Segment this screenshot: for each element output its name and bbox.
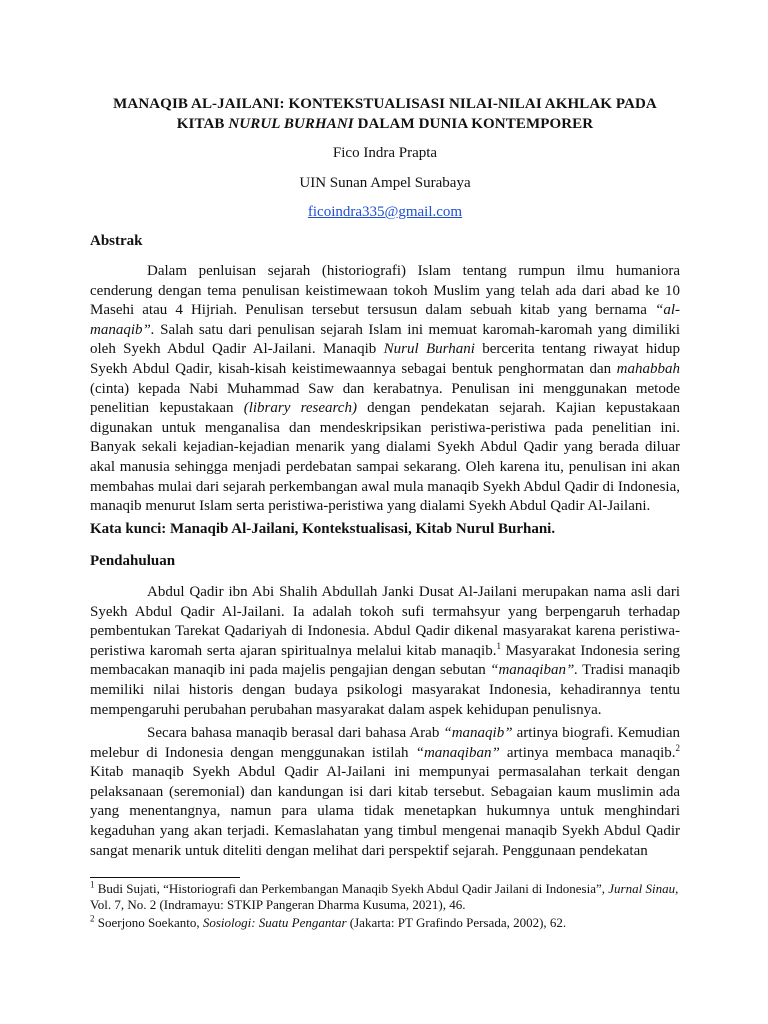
- italic-run: (library research): [243, 400, 357, 417]
- title-line-1: MANAQIB AL-JAILANI: KONTEKSTUALISASI NILAI-NILAI AKHLAK PADA: [113, 96, 657, 112]
- text-run: Budi Sujati, “Historiografi dan Perkembangan Manaqib Syekh Abdul Qadir Jailani di Indonesia”,: [94, 881, 609, 896]
- abstract-paragraph: [90, 262, 680, 517]
- title-text: DALAM DUNIA KONTEMPORER: [353, 116, 594, 132]
- footnote-separator: [90, 877, 240, 878]
- text-run: Salah satu dari penulisan sejarah Islam ini memuat karomah-karomah yang dimiliki oleh Syekh Abdul Qadir Al-Jailani. Manaqib: [90, 321, 680, 358]
- intro-paragraph-2: [90, 724, 680, 861]
- text-run: Dalam penluisan sejarah (historiografi) Islam tentang rumpun ilmu humaniora cenderung dengan tema penulisan keistimewaan tokoh Muslim yang telah ada dari abad ke 10 Masehi atau 4 Hijriah. Penulisan tersebut tersusun dalam sebuah kitab yang bernama: [90, 263, 680, 319]
- author-name: Fico Indra Prapta: [332, 145, 438, 161]
- text-run: Abdul Qadir ibn Abi Shalih Abdullah Janki Dusat Al-Jailani merupakan nama asli dari Syekh Abdul Qadir Al-Jailani. Ia adalah tokoh sufi termahsyur yang berpengaruh terhadap pembentukan Tarekat Qadariyah di Indonesia. Abdul Qadir dikenal masyarakat karena peristiwa-peristiwa karomah serta ajaran spiritualnya melalui kitab manaqib.: [90, 584, 680, 659]
- keywords: Kata kunci: Manaqib Al-Jailani, Kontekstualisasi, Kitab Nurul Burhani.: [90, 521, 556, 537]
- italic-run: “manaqiban”.: [490, 662, 579, 679]
- intro-paragraph-1: [90, 583, 680, 720]
- italic-run: Sosiologi: Suatu Pengantar: [202, 915, 347, 930]
- footnote-2: [90, 915, 680, 931]
- italic-run: “al-manaqib”.: [90, 302, 680, 338]
- intro-heading: Pendahuluan: [90, 553, 176, 569]
- text-run: Kitab manaqib Syekh Abdul Qadir Al-Jailani ini mempunyai permasalahan terkait dengan pelaksanaan (seremonial) dan kandungan isi dari kitab tersebut. Sebagaian kaum muslimin ada yang menentangnya, namun para ulama tidak menetapkan hukumnya untuk menghindari kegaduhan yang akan terjadi. Kemaslahatan yang timbul mengenai manaqib Syekh Abdul Qadir sangat menarik untuk diteliti dengan melihat dari perspektif sejarah. Penggunaan pendekatan: [90, 764, 680, 859]
- footnote-ref[interactable]: 2: [675, 742, 681, 753]
- footnote-number: 1: [90, 879, 95, 890]
- author-affiliation: UIN Sunan Ampel Surabaya: [299, 175, 471, 191]
- italic-run: “manaqib”: [443, 725, 513, 741]
- italic-run: Jurnal Sinau: [608, 881, 676, 896]
- footnote-ref[interactable]: 1: [496, 640, 501, 651]
- text-run: (cinta) kepada Nabi Muhammad Saw dan kerabatnya. Penulisan ini menggunakan metode penelitian kepustakaan: [90, 380, 680, 417]
- text-run: , Vol. 7, No. 2 (Indramayu: STKIP Pangeran Dharma Kusuma, 2021), 46.: [90, 881, 679, 912]
- paper-title: [90, 94, 680, 134]
- text-run: Soerjono Soekanto,: [94, 915, 203, 930]
- italic-run: Nurul Burhani: [383, 341, 475, 358]
- text-run: bercerita tentang riwayat hidup Syekh Abdul Qadir, kisah-kisah keistimewaannya sebagai bentuk penghormatan dan: [90, 341, 680, 377]
- title-line-2: [90, 114, 680, 134]
- author-email-link[interactable]: ficoindra335@gmail.com: [307, 204, 463, 220]
- title-text: KITAB: [176, 116, 229, 132]
- text-run: dengan pendekatan sejarah. Kajian kepustakaan digunakan untuk menganalisa dan mendeskripsikan peristiwa-peristiwa pada penelitian ini. Banyak sekali kejadian-kejadian menarik yang dialami Syekh Abdul Qadir yang berada diluar akal manusia sehingga menjadi perdebatan sampai sekarang. Oleh karena itu, penulisan ini akan membahas mulai dari sejarah perkembangan awal mula manaqib Syekh Abdul Qadir di Indonesia, manaqib menurut Islam serta peristiwa-peristiwa yang dialami Syekh Abdul Qadir Al-Jailani.: [90, 400, 680, 515]
- text-run: Tradisi manaqib memiliki nilai historis dengan budaya psikologi masyarakat Indonesia, kehadirannya tentu mempengaruhi perubahan perubahan masyarakat dalam aspek kehidupan penulisnya.: [90, 662, 680, 718]
- footnote-number: 2: [90, 913, 95, 924]
- text-run: artinya membaca manaqib.: [499, 744, 676, 761]
- text-run: Secara bahasa manaqib berasal dari bahasa Arab: [147, 725, 444, 741]
- text-run: (Jakarta: PT Grafindo Persada, 2002), 62.: [346, 915, 567, 930]
- italic-run: “manaqiban”: [415, 744, 500, 761]
- text-run: Masyarakat Indonesia sering membacakan manaqib ini pada majelis pengajian dengan sebutan: [90, 642, 680, 679]
- title-italic: NURUL BURHANI: [228, 116, 354, 132]
- footnote-1: [90, 881, 680, 913]
- italic-run: mahabbah: [616, 360, 680, 377]
- text-run: artinya biografi. Kemudian melebur di Indonesia dengan menggunakan istilah: [90, 725, 680, 761]
- abstract-heading: Abstrak: [90, 233, 143, 249]
